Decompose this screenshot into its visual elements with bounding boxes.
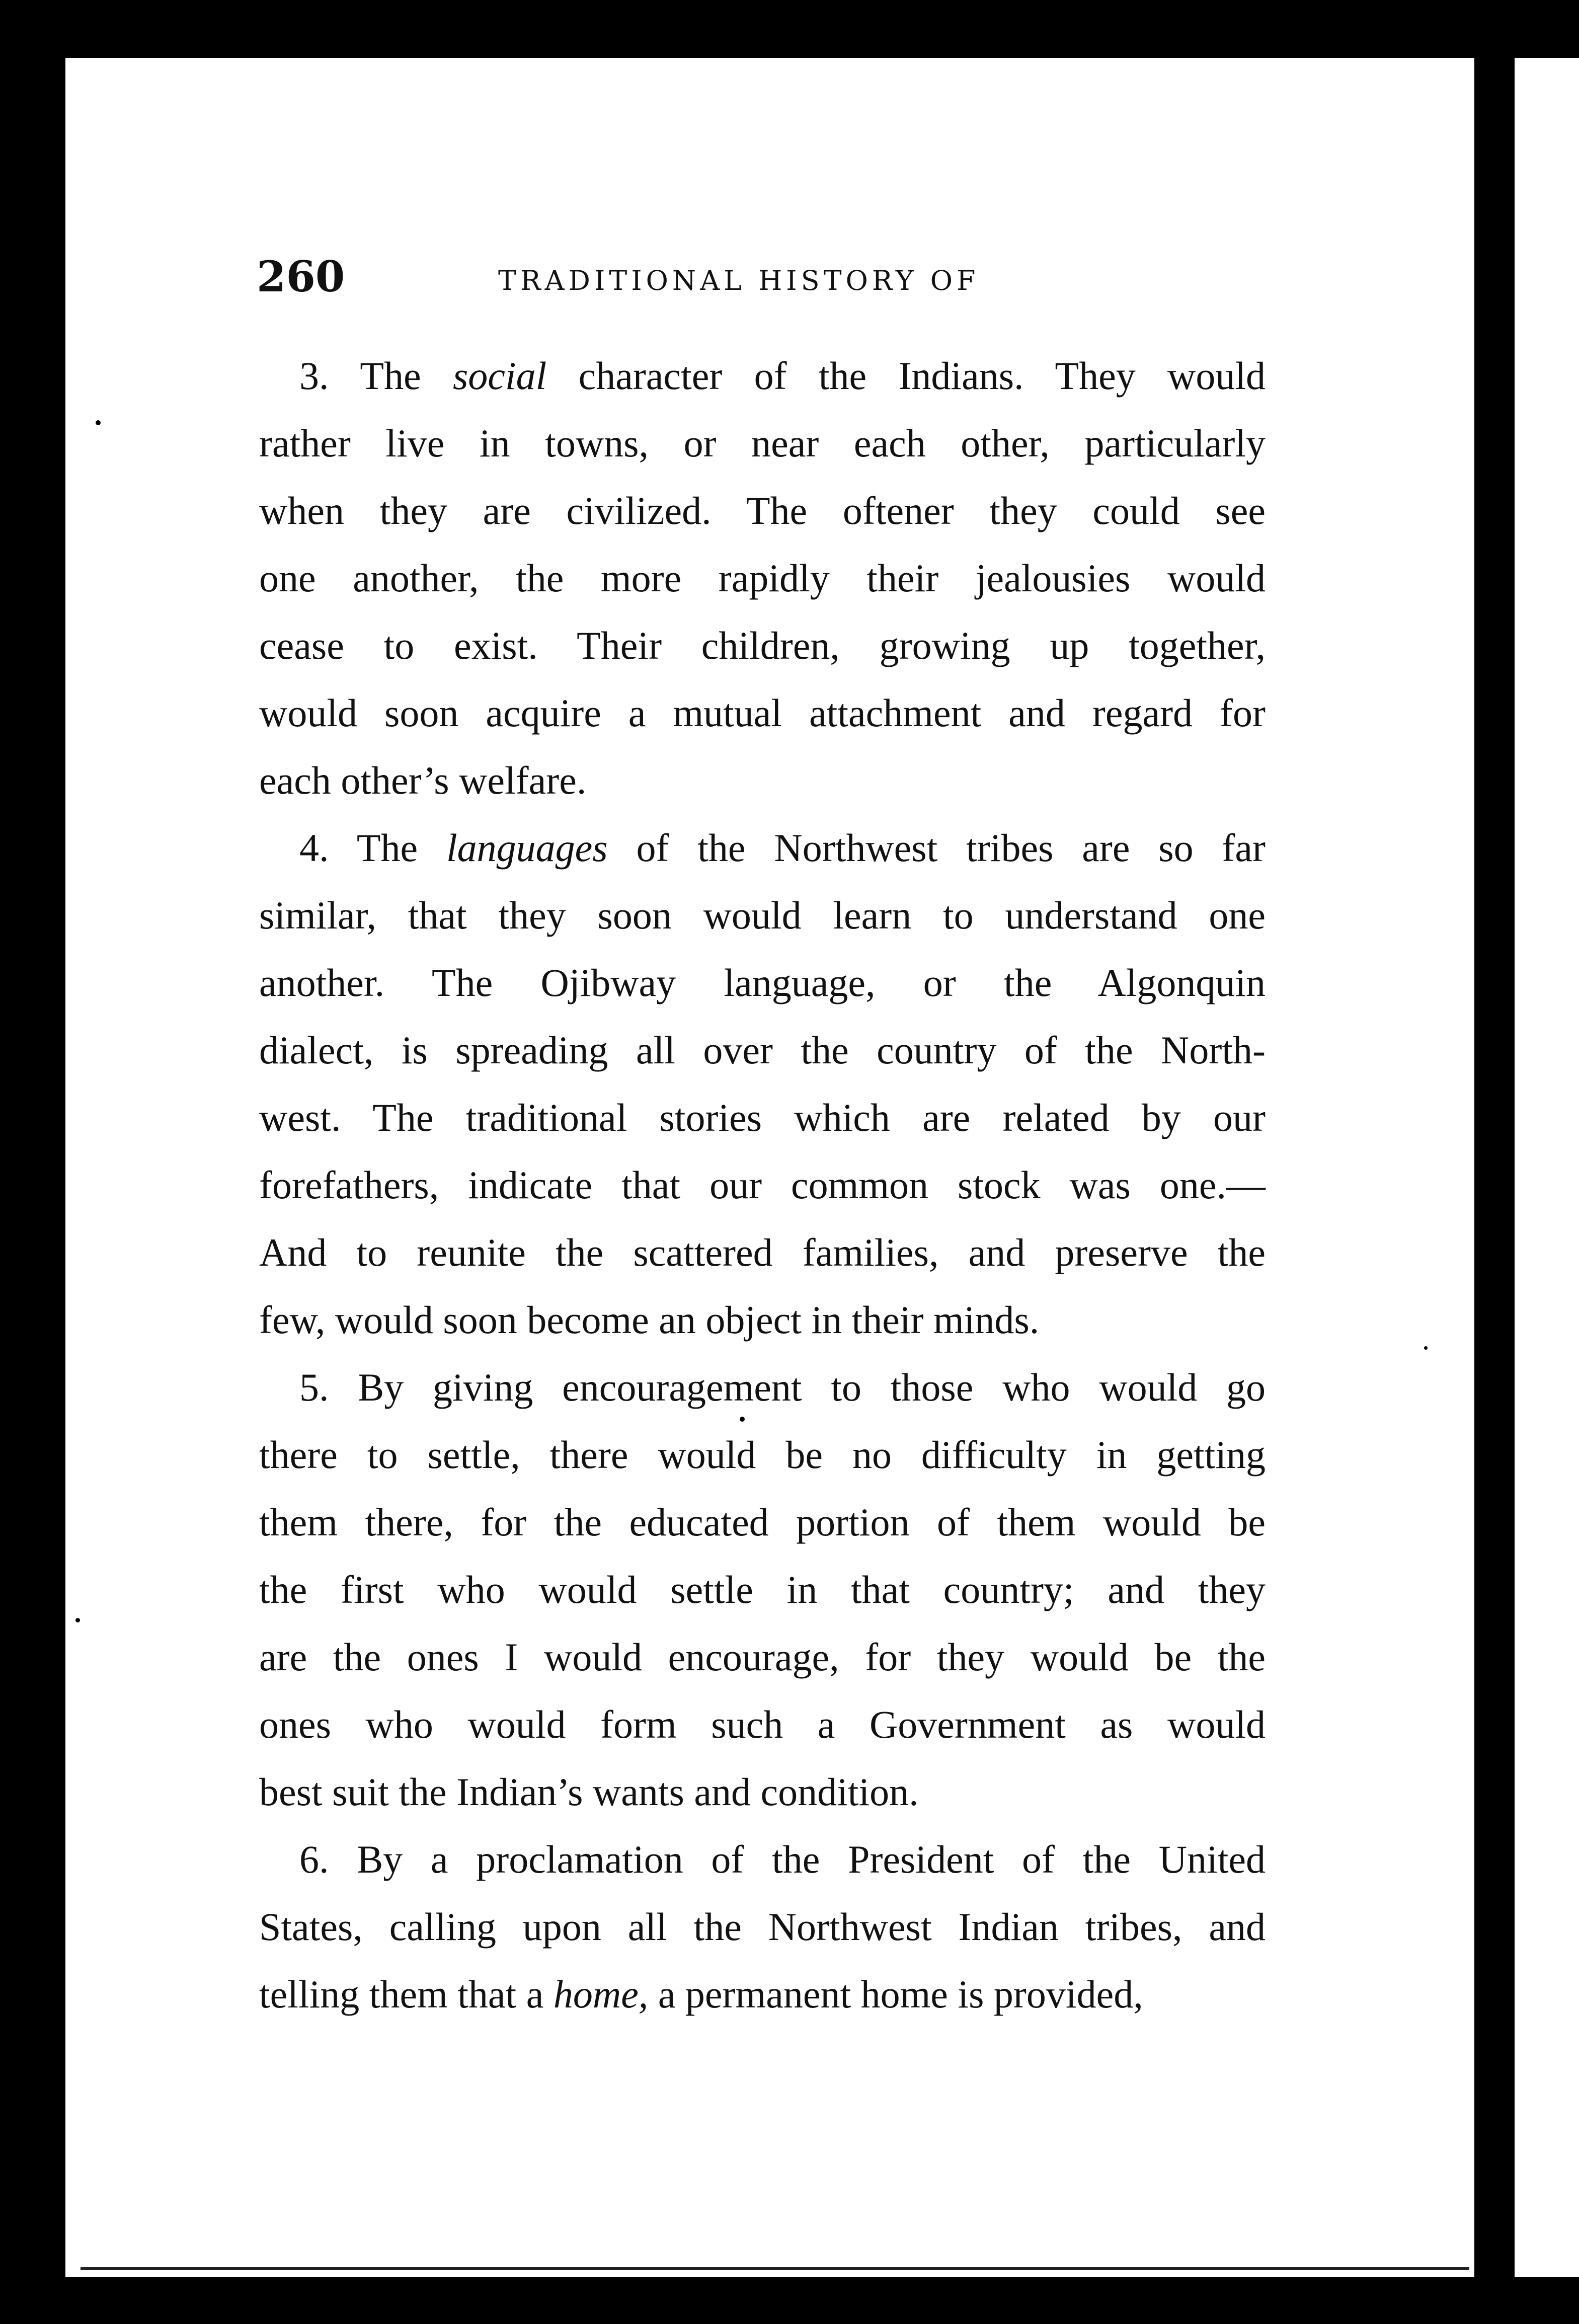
text-line: few, would soon become an object in their minds. (259, 1298, 1040, 1342)
text-line (259, 814, 1266, 882)
paragraph (259, 342, 1266, 814)
scan-speck (96, 420, 101, 425)
text-line: west. The traditional stories which are related by our (259, 1096, 1266, 1139)
text-line: are the ones I would encourage, for they would be the (259, 1635, 1266, 1679)
text-line: And to reunite the scattered families, and preserve the (259, 1230, 1266, 1274)
text-line: best suit the Indian’s wants and condition. (259, 1770, 919, 1814)
text-line (259, 342, 1266, 410)
text-line: one another, the more rapidly their jealousies would (259, 556, 1266, 600)
text-line: when they are civilized. The oftener they could see (259, 489, 1266, 532)
text-segment: 3. The (299, 354, 453, 398)
text-line: 6. By a proclamation of the President of the United (299, 1837, 1266, 1881)
text-line: 5. By giving encouragement to those who would go (299, 1365, 1266, 1409)
italic-word: languages (446, 826, 608, 870)
text-line: rather live in towns, or near each other, particularly (259, 421, 1266, 465)
text-segment: of the Northwest tribes are so far (607, 826, 1266, 870)
text-segment: a permanent home is provided, (648, 1972, 1143, 2016)
text-line: similar, that they soon would learn to understand one (259, 893, 1266, 937)
adjacent-page-edge (1515, 58, 1579, 2277)
text-line: another. The Ojibway language, or the Algonquin (259, 961, 1266, 1004)
text-line: the first who would settle in that country; and they (259, 1568, 1266, 1611)
text-line: ones who would form such a Government as would (259, 1702, 1266, 1746)
text-segment: telling them that a (259, 1972, 554, 2016)
text-segment: 4. The (299, 826, 446, 870)
paragraph (259, 814, 1266, 1354)
page-edge-shadow (1474, 58, 1515, 2277)
scan-speck (75, 1618, 80, 1622)
text-line: dialect, is spreading all over the country of the North- (259, 1028, 1266, 1072)
paragraph (259, 1354, 1266, 1826)
text-line: forefathers, indicate that our common stock was one.— (259, 1163, 1266, 1207)
text-line: each other’s welfare. (259, 758, 587, 802)
running-title: TRADITIONAL HISTORY OF (498, 265, 980, 296)
text-line (259, 1961, 1266, 2028)
paragraph (259, 1826, 1266, 2028)
text-line: them there, for the educated portion of them would be (259, 1500, 1266, 1544)
italic-word: home, (553, 1972, 649, 2016)
text-line: cease to exist. Their children, growing up together, (259, 624, 1266, 667)
page-number: 260 (257, 252, 345, 301)
text-line: there to settle, there would be no difficulty in getting (259, 1433, 1266, 1477)
text-line: States, calling upon all the Northwest Indian tribes, and (259, 1905, 1266, 1949)
text-segment: character of the Indians. They would (546, 354, 1266, 398)
page-bottom-edge (81, 2267, 1469, 2270)
running-head (257, 252, 1298, 312)
italic-word: social (452, 354, 547, 398)
text-line: would soon acquire a mutual attachment and regard for (259, 691, 1266, 735)
scan-speck (1424, 1346, 1428, 1350)
body-text (259, 342, 1266, 2028)
